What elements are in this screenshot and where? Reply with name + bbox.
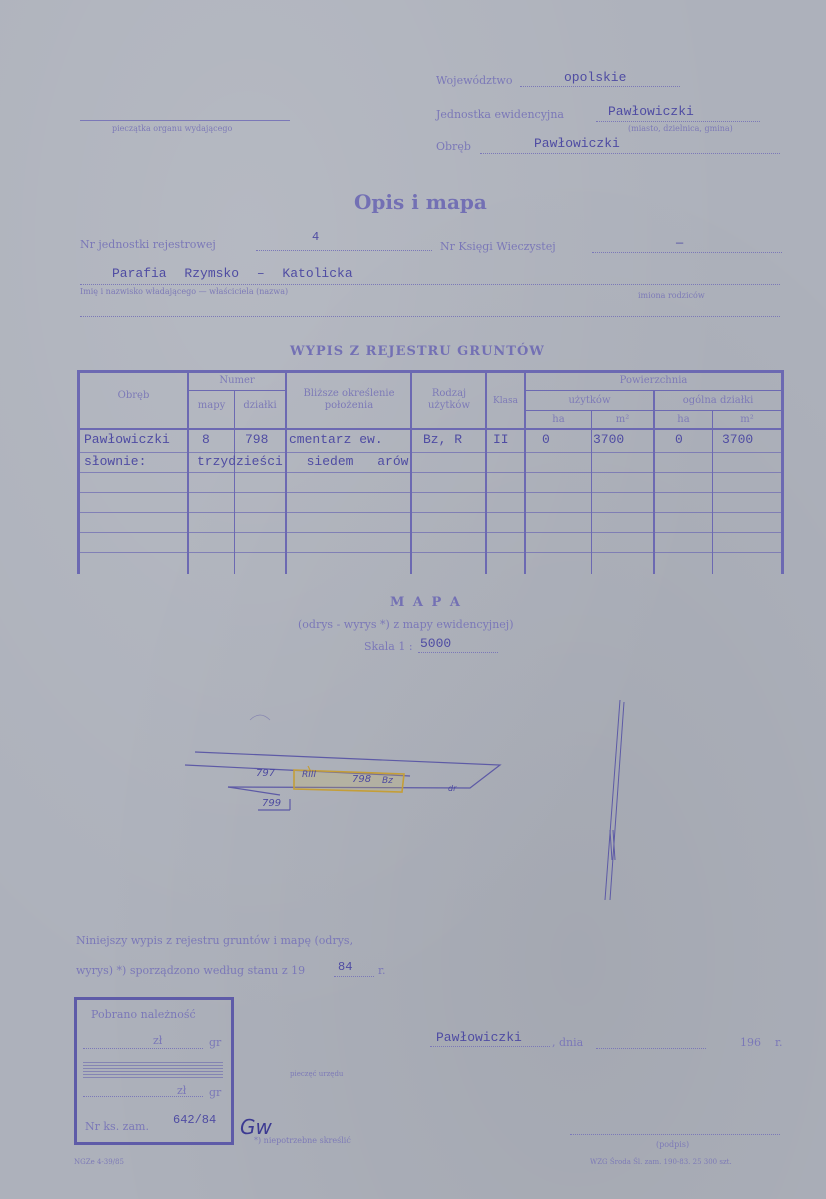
table-header-divider xyxy=(77,428,784,430)
fee-stamp-hatching xyxy=(83,1062,223,1078)
form-code: NGZe 4-39/85 xyxy=(74,1158,124,1166)
row-line-2 xyxy=(77,472,784,473)
place-value: Pawłowiczki xyxy=(436,1030,522,1045)
table-border-top xyxy=(77,370,784,373)
col-precinct-header: Obręb xyxy=(117,390,150,401)
handwritten-initials: Gw xyxy=(240,1115,272,1139)
units-subheader-line xyxy=(524,410,781,411)
scale-label: Skala 1 : xyxy=(364,640,413,653)
signature-note: (podpis) xyxy=(656,1140,690,1149)
col-area-header: Powierzchnia xyxy=(619,375,688,386)
unit-no-line xyxy=(256,250,432,251)
precinct-line xyxy=(480,153,780,154)
precinct-label: Obręb xyxy=(436,140,471,153)
uses-m2-header: m² xyxy=(615,414,630,425)
fee-line-1 xyxy=(83,1048,203,1049)
owner-note: Imię i nazwisko władającego — właściciela (nazwa) xyxy=(80,287,289,296)
page-title: Opis i mapa xyxy=(354,190,487,214)
date-r: r. xyxy=(775,1036,783,1049)
total-ha-header: ha xyxy=(677,414,690,425)
unit-line xyxy=(596,121,760,122)
number-subheader-line xyxy=(187,390,285,391)
statement-year: 84 xyxy=(338,960,353,974)
unit-value: Pawłowiczki xyxy=(608,104,694,119)
fee-zl-2: zł xyxy=(177,1084,187,1097)
row-line-4 xyxy=(77,512,784,513)
col-location-header: Bliższe określenie położenia xyxy=(303,388,395,411)
fee-stamp-box xyxy=(74,997,234,1145)
row1-uses-m2: 3700 xyxy=(593,432,625,447)
owner-line xyxy=(80,284,780,285)
area-subheader-line xyxy=(524,390,781,391)
order-label: Nr ks. zam. xyxy=(85,1120,149,1133)
row1-map: 8 xyxy=(202,432,210,447)
col-uses-header: użytków xyxy=(568,395,611,406)
col-map-header: mapy xyxy=(197,400,226,411)
statement-line-2: wyrys) *) sporządzono według stanu z 19 xyxy=(76,964,306,977)
row-line-3 xyxy=(77,492,784,493)
row1-uses-ha: 0 xyxy=(542,432,550,447)
row1-plot: 798 xyxy=(245,432,269,447)
date-year: 196 xyxy=(740,1036,761,1049)
parcel-map-drawing xyxy=(180,690,650,920)
fee-gr-1: gr xyxy=(209,1036,222,1049)
parcel-799-label: 799 xyxy=(262,798,282,809)
map-title: M A P A xyxy=(390,595,462,610)
kw-line xyxy=(592,252,782,253)
row2-precinct: słownie: xyxy=(84,454,147,469)
table-heading: WYPIS Z REJESTRU GRUNTÓW xyxy=(290,344,545,359)
voivodeship-line xyxy=(520,86,680,87)
pencil-mark xyxy=(250,715,270,720)
owner-value: Parafia Rzymsko – Katolicka xyxy=(112,266,353,281)
fee-zl-1: zł xyxy=(153,1034,163,1047)
voivodeship-label: Województwo xyxy=(436,74,513,87)
row1-total-ha: 0 xyxy=(675,432,683,447)
col-use-header: Rodzaj użytków xyxy=(427,388,471,411)
unit-note: (miasto, dzielnica, gmina) xyxy=(628,124,733,133)
statement-line-1: Niniejszy wypis z rejestru gruntów i mapę (odrys, xyxy=(76,934,354,947)
parcel-797-label: 797 xyxy=(256,768,276,779)
unit-label: Jednostka ewidencyjna xyxy=(436,108,564,121)
land-registry-table xyxy=(77,370,784,574)
col-total-header: ogólna działki xyxy=(682,395,754,406)
date-label: , dnia xyxy=(552,1036,584,1049)
strike-note: *) niepotrzebne skreślić xyxy=(254,1136,351,1145)
fee-gr-2: gr xyxy=(209,1086,222,1099)
parcel-line-lower xyxy=(228,787,280,795)
total-m2-header: m² xyxy=(740,414,754,425)
uses-ha-header: ha xyxy=(552,414,565,425)
printer-note: WZG Środa Śl. zam. 190-83. 25 300 szt. xyxy=(590,1158,732,1166)
scale-line xyxy=(418,652,498,653)
row1-location: cmentarz ew. xyxy=(289,432,383,447)
north-arrow-tick xyxy=(610,830,612,860)
precinct-value: Pawłowiczki xyxy=(534,136,620,151)
col-class-header: Klasa xyxy=(493,396,518,406)
col-divider-2 xyxy=(234,390,235,574)
col-plot-header: działki xyxy=(243,400,277,411)
parcel-dr-label: dr xyxy=(448,784,457,793)
kw-label: Nr Księgi Wieczystej xyxy=(440,240,556,253)
authority-note: pieczątka organu wydającego xyxy=(112,124,233,133)
row1-precinct: Pawłowiczki xyxy=(84,432,170,447)
second-owner-line xyxy=(80,316,780,317)
statement-r: r. xyxy=(378,964,386,977)
row1-total-m2: 3700 xyxy=(722,432,754,447)
fee-label: Pobrano należność xyxy=(91,1008,196,1021)
date-line xyxy=(596,1048,706,1049)
map-subtitle: (odrys - wyrys *) z mapy ewidencyjnej) xyxy=(298,618,514,631)
scale-value: 5000 xyxy=(420,636,452,651)
seal-note: pieczęć urzędu xyxy=(290,1070,344,1078)
signature-line xyxy=(570,1134,780,1135)
row-line-1 xyxy=(77,452,784,453)
row-line-5 xyxy=(77,532,784,533)
row1-use: Bz, R xyxy=(423,432,463,447)
row-line-6 xyxy=(77,552,784,553)
statement-year-line xyxy=(334,976,374,977)
unit-no-value: 4 xyxy=(312,230,320,244)
unit-no-label: Nr jednostki rejestrowej xyxy=(80,238,216,251)
kw-value: — xyxy=(676,236,684,250)
authority-line xyxy=(80,120,290,121)
row1-class: II xyxy=(493,432,509,447)
col-number-header: Numer xyxy=(219,375,255,386)
parcel-798-label: 798 xyxy=(352,774,372,785)
address-note: imiona rodziców xyxy=(638,291,705,300)
order-value: 642/84 xyxy=(173,1113,217,1127)
parcel-bz-label: Bz xyxy=(382,776,393,786)
voivodeship-value: opolskie xyxy=(564,70,627,85)
row2-words: trzydzieści siedem arów xyxy=(197,454,409,469)
place-line xyxy=(430,1046,550,1047)
parcel-class-label: RIII xyxy=(302,770,317,780)
